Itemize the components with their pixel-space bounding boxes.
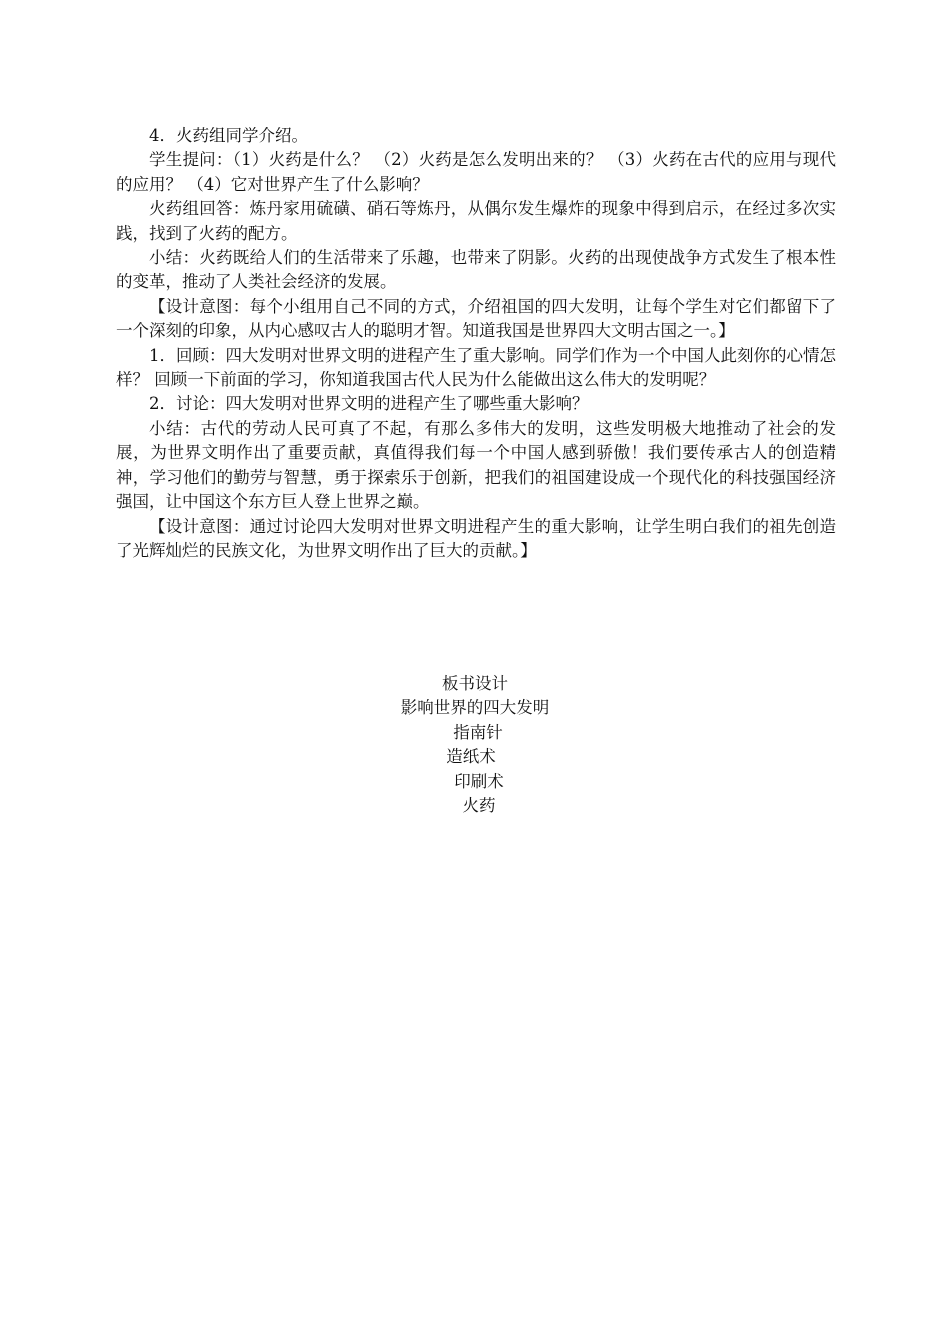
- paragraph-design-intent-2: 【设计意图：通过讨论四大发明对世界文明进程产生的重大影响，让学生明白我们的祖先创造了光辉灿烂的民族文化，为世界文明作出了巨大的贡献。】: [116, 516, 836, 560]
- paragraph-gunpowder-intro: 4．火药组同学介绍。: [149, 126, 308, 145]
- board-item-printing: 印刷术: [454, 771, 504, 791]
- board-item-gunpowder: 火药: [462, 796, 496, 816]
- board-heading: 板书设计: [442, 674, 508, 693]
- paragraph-summary-final: 小结：古代的劳动人民可真了不起，有那么多伟大的发明，这些发明极大地推动了社会的发展，为世界文明作出了重要贡献，真值得我们每一个中国人感到骄傲！我们要传承古人的创造精神，学习他们的勤劳与智慧，勇于探索乐于创新，把我们的祖国建设成一个现代化的科技强国经济强国，让中国这个东方巨人登上世界之巅。: [116, 418, 836, 512]
- paragraph-review: 1．回顾：四大发明对世界文明的进程产生了重大影响。同学们作为一个中国人此刻你的心情怎样？ 回顾一下前面的学习，你知道我国古代人民为什么能做出这么伟大的发明呢？: [116, 345, 836, 390]
- paragraph-summary-gunpowder: 小结：火药既给人们的生活带来了乐趣，也带来了阴影。火药的出现使战争方式发生了根本性的变革，推动了人类社会经济的发展。: [116, 248, 836, 292]
- paragraph-discussion: 2．讨论：四大发明对世界文明的进程产生了哪些重大影响？: [149, 394, 589, 414]
- board-item-compass: 指南针: [453, 722, 503, 742]
- paragraph-design-intent-1: 【设计意图：每个小组用自己不同的方式，介绍祖国的四大发明，让每个学生对它们都留下了一个深刻的印象，从内心感叹古人的聪明才智。知道我国是世界四大文明古国之一。】: [116, 296, 836, 341]
- paragraph-group-answer: 火药组回答：炼丹家用硫磺、硝石等炼丹，从偶尔发生爆炸的现象中得到启示，在经过多次实践，找到了火药的配方。: [116, 199, 836, 243]
- paragraph-student-questions: 学生提问：（1）火药是什么？ （2）火药是怎么发明出来的？ （3）火药在古代的应用与现代的应用？ （4）它对世界产生了什么影响？: [116, 150, 836, 194]
- blackboard-design: [0, 672, 950, 818]
- board-item-papermaking: 造纸术: [446, 747, 496, 767]
- board-title: 影响世界的四大发明: [400, 698, 550, 718]
- lesson-body: [116, 124, 836, 563]
